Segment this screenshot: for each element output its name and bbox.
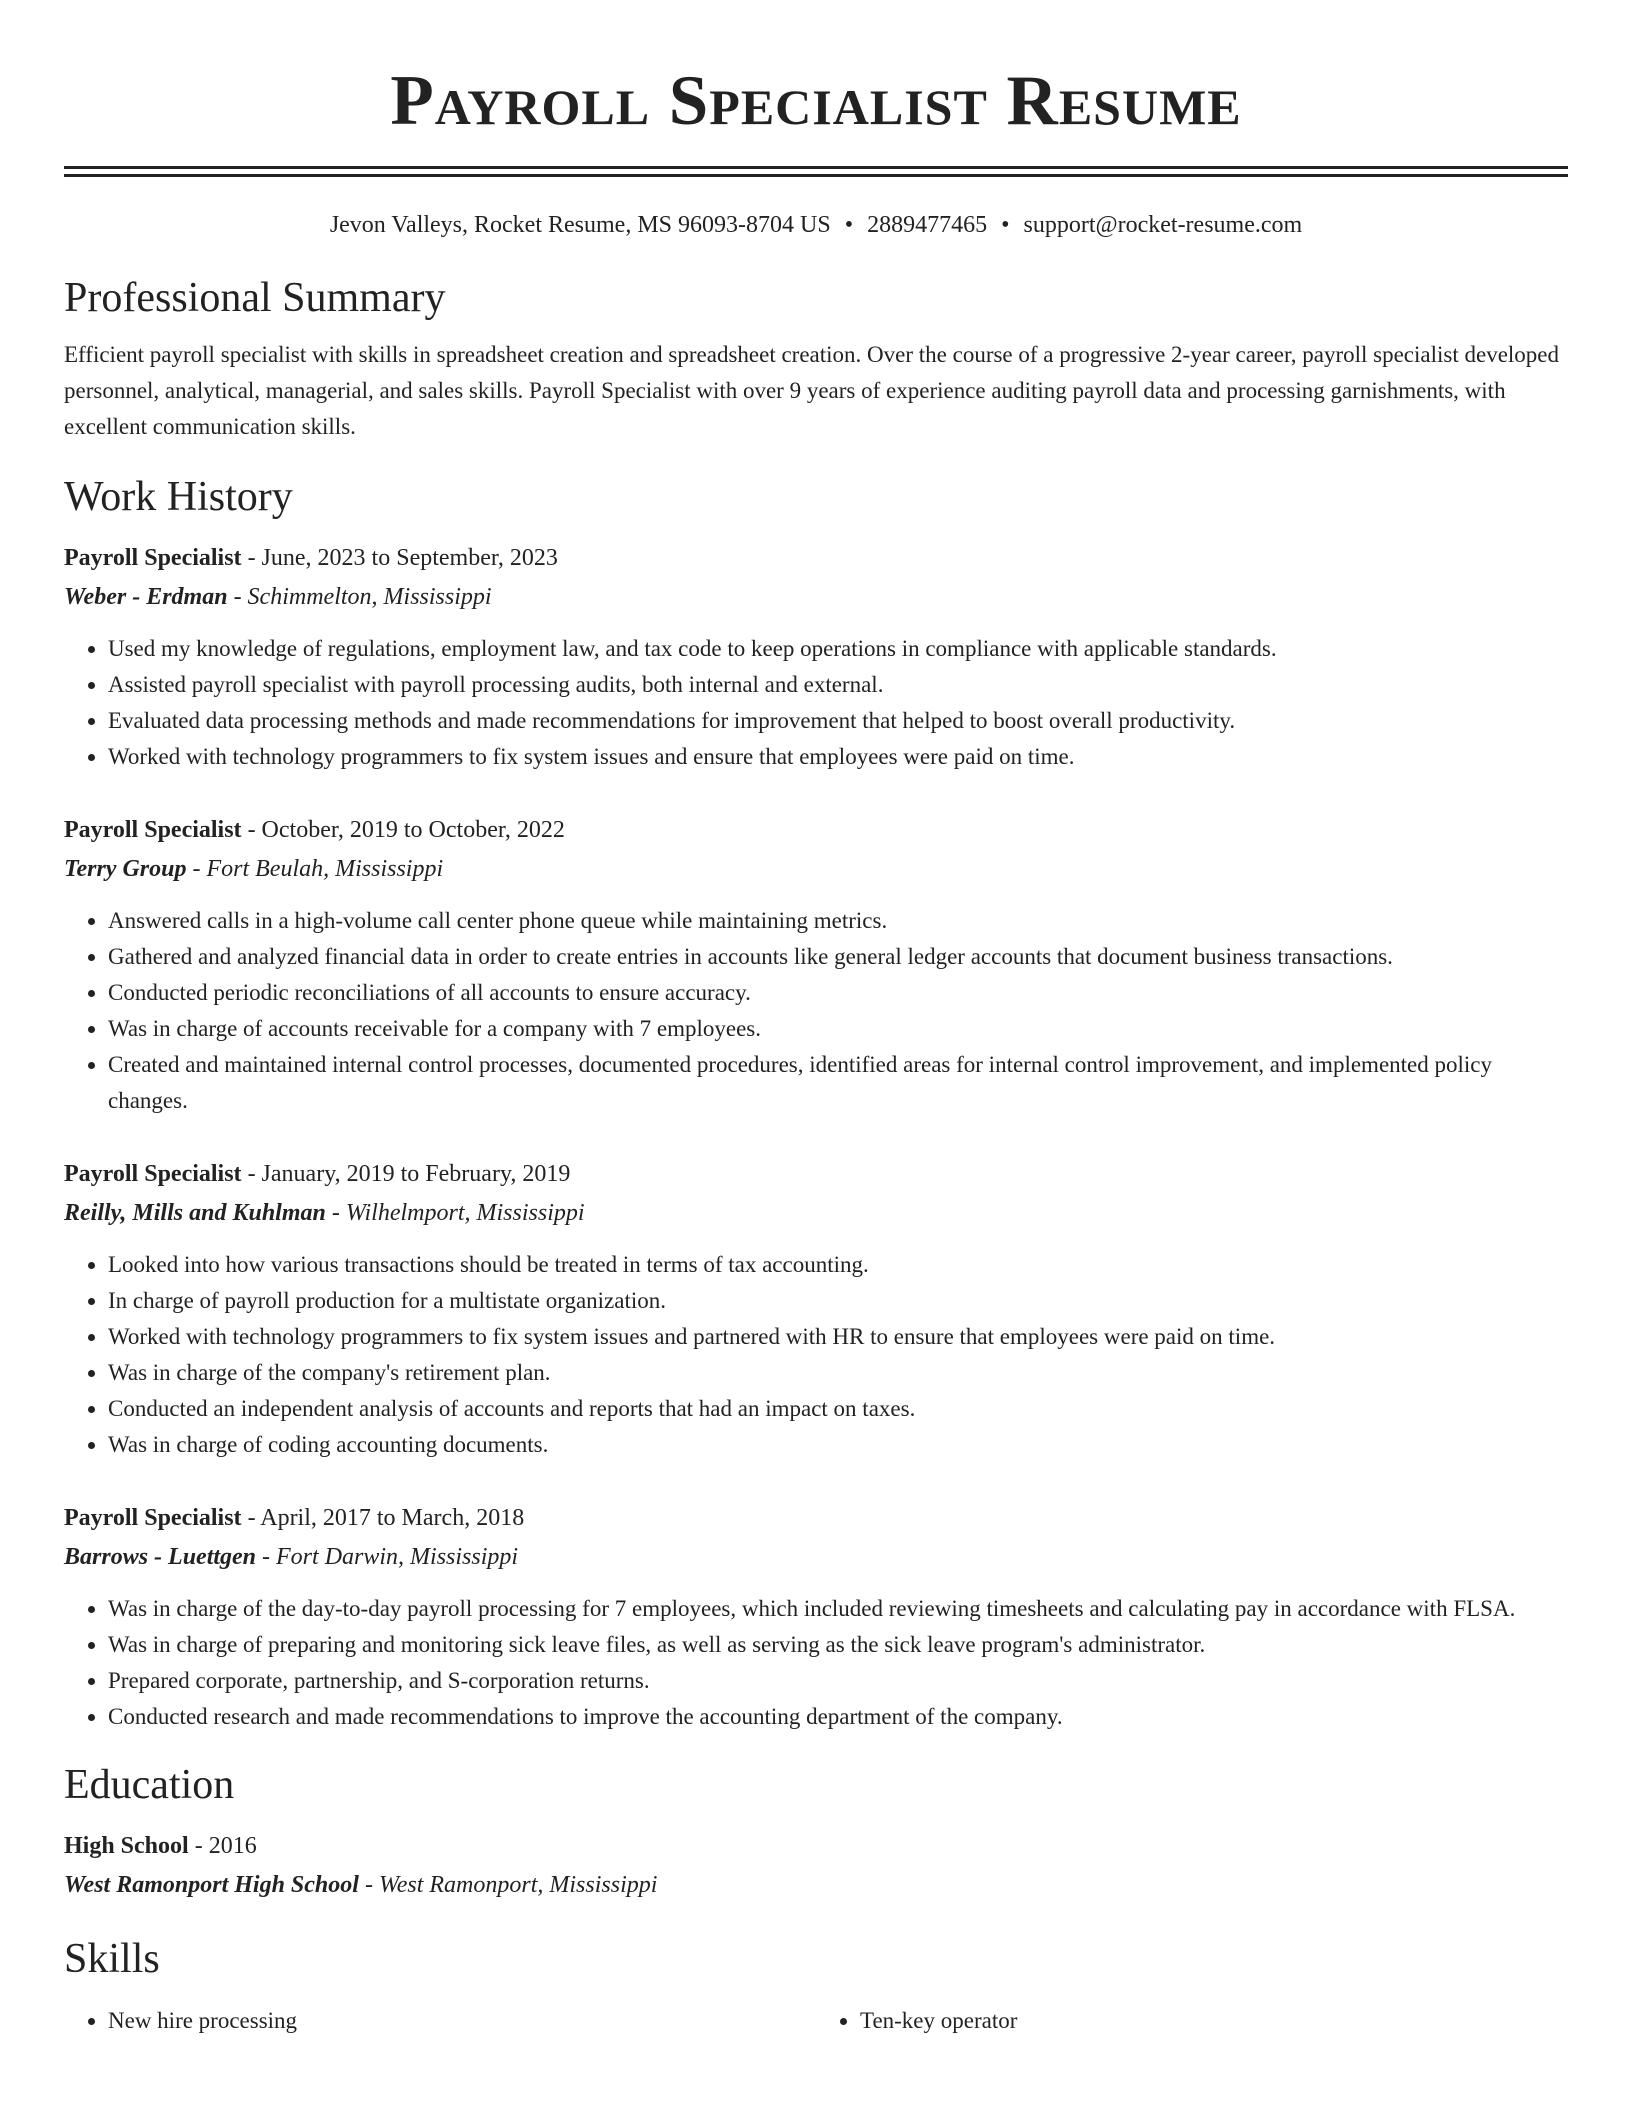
company-name: Terry Group bbox=[64, 856, 187, 882]
company-name: Reilly, Mills and Kuhlman bbox=[64, 1200, 326, 1226]
list-item: • Was in charge of coding accounting documents. bbox=[108, 1427, 1568, 1463]
list-item: • Conducted research and made recommendations to improve the accounting department of the company. bbox=[108, 1699, 1568, 1735]
list-item: • Was in charge of the company's retirement plan. bbox=[108, 1355, 1568, 1391]
list-item: • In charge of payroll production for a multistate organization. bbox=[108, 1283, 1568, 1319]
list-item: • Was in charge of preparing and monitoring sick leave files, as well as serving as the sick leave program's administrator. bbox=[108, 1627, 1568, 1663]
list-item: • Ten-key operator bbox=[860, 2003, 1568, 2039]
title-divider bbox=[64, 166, 1568, 177]
list-item: • Assisted payroll specialist with payroll processing audits, both internal and external. bbox=[108, 667, 1568, 703]
list-item: • Was in charge of the day-to-day payroll processing for 7 employees, which included reviewing timesheets and calculating pay in accordance with FLSA. bbox=[108, 1591, 1568, 1627]
list-item: • Worked with technology programmers to fix system issues and partnered with HR to ensure that employees were paid on time. bbox=[108, 1319, 1568, 1355]
company-line bbox=[64, 578, 1568, 617]
job-entry-1 bbox=[64, 539, 1568, 775]
summary-text: Efficient payroll specialist with skills in spreadsheet creation and spreadsheet creation. Over the course of a progressive 2-year career, payroll specialist developed personnel, analytical, managerial, and sales skills. Payroll Specialist with over 9 years of experience auditing payroll data and processing garnishments, with excellent communication skills. bbox=[64, 342, 1559, 439]
resume-page bbox=[64, 0, 1568, 2039]
job-dates: - June, 2023 to September, 2023 bbox=[241, 545, 558, 571]
school-line bbox=[64, 1866, 1568, 1905]
job-title: Payroll Specialist bbox=[64, 1161, 242, 1187]
list-item: • Used my knowledge of regulations, employment law, and tax code to keep operations in compliance with applicable standards. bbox=[108, 631, 1568, 667]
job-entry-3 bbox=[64, 1155, 1568, 1463]
job-title: Payroll Specialist bbox=[64, 545, 242, 571]
list-item: • Prepared corporate, partnership, and S-corporation returns. bbox=[108, 1663, 1568, 1699]
list-item: • Was in charge of accounts receivable for a company with 7 employees. bbox=[108, 1011, 1568, 1047]
contact-address: Jevon Valleys, Rocket Resume, MS 96093-8704 US bbox=[329, 212, 831, 238]
skills-column-left bbox=[64, 2003, 816, 2039]
job-title: Payroll Specialist bbox=[64, 817, 242, 843]
job-bullets bbox=[64, 1591, 1568, 1735]
list-item: • Evaluated data processing methods and made recommendations for improvement that helped to boost overall productivity. bbox=[108, 703, 1568, 739]
job-bullets bbox=[64, 1247, 1568, 1463]
job-title-line bbox=[64, 1155, 1568, 1194]
job-bullets bbox=[64, 631, 1568, 775]
summary-heading: Professional Summary bbox=[64, 275, 446, 321]
job-title: Payroll Specialist bbox=[64, 1505, 242, 1531]
list-item: • Created and maintained internal control processes, documented procedures, identified areas for internal control improvement, and implemented policy changes. bbox=[108, 1047, 1568, 1119]
school-name: West Ramonport High School bbox=[64, 1872, 359, 1898]
company-location: - Schimmelton, Mississippi bbox=[227, 584, 492, 610]
list-item: • Answered calls in a high-volume call center phone queue while maintaining metrics. bbox=[108, 903, 1568, 939]
contact-email: support@rocket-resume.com bbox=[1023, 212, 1303, 238]
bullet-separator: • bbox=[844, 212, 854, 238]
list-item: • Worked with technology programmers to fix system issues and ensure that employees were paid on time. bbox=[108, 739, 1568, 775]
skills-heading: Skills bbox=[64, 1936, 160, 1982]
job-title-line bbox=[64, 1499, 1568, 1538]
company-location: - Wilhelmport, Mississippi bbox=[325, 1200, 585, 1226]
company-location: - Fort Beulah, Mississippi bbox=[186, 856, 444, 882]
list-item: • Conducted an independent analysis of accounts and reports that had an impact on taxes. bbox=[108, 1391, 1568, 1427]
graduation-year: - 2016 bbox=[188, 1833, 257, 1859]
company-name: Weber - Erdman bbox=[64, 584, 228, 610]
company-name: Barrows - Luettgen bbox=[64, 1544, 257, 1570]
list-item: • Gathered and analyzed financial data in order to create entries in accounts like general ledger accounts that document business transactions. bbox=[108, 939, 1568, 975]
education-entry bbox=[64, 1827, 1568, 1905]
skills-list bbox=[64, 2003, 1568, 2039]
job-title-line bbox=[64, 811, 1568, 850]
list-item: • New hire processing bbox=[108, 2003, 816, 2039]
bullet-separator: • bbox=[1001, 212, 1010, 238]
skills-column-right bbox=[816, 2003, 1568, 2039]
company-location: - Fort Darwin, Mississippi bbox=[256, 1544, 519, 1570]
company-line bbox=[64, 1194, 1568, 1233]
contact-phone: 2889477465 bbox=[867, 212, 988, 238]
list-item: • Looked into how various transactions should be treated in terms of tax accounting. bbox=[108, 1247, 1568, 1283]
contact-line bbox=[64, 210, 1568, 240]
school-location: - West Ramonport, Mississippi bbox=[358, 1872, 658, 1898]
job-dates: - January, 2019 to February, 2019 bbox=[241, 1161, 571, 1187]
job-entry-2 bbox=[64, 811, 1568, 1119]
list-item: • Conducted periodic reconciliations of all accounts to ensure accuracy. bbox=[108, 975, 1568, 1011]
job-dates: - April, 2017 to March, 2018 bbox=[241, 1505, 525, 1531]
education-heading: Education bbox=[64, 1762, 235, 1808]
job-dates: - October, 2019 to October, 2022 bbox=[241, 817, 565, 843]
resume-title: Payroll Specialist Resume bbox=[390, 62, 1242, 140]
company-line bbox=[64, 850, 1568, 889]
company-line bbox=[64, 1538, 1568, 1577]
degree: High School bbox=[64, 1833, 189, 1859]
work-history-heading: Work History bbox=[64, 474, 293, 520]
degree-line bbox=[64, 1827, 1568, 1866]
job-bullets bbox=[64, 903, 1568, 1119]
job-entry-4 bbox=[64, 1499, 1568, 1735]
job-title-line bbox=[64, 539, 1568, 578]
